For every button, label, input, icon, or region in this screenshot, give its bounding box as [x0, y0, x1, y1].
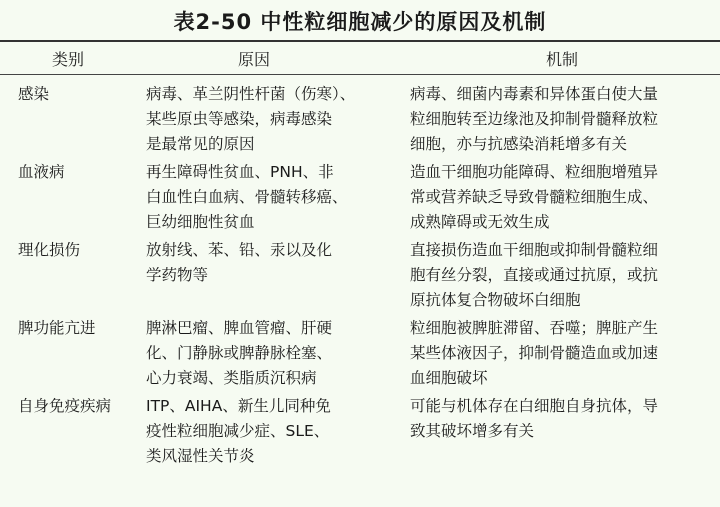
cell-cause: [146, 394, 396, 469]
cell-category: 感染: [18, 85, 50, 103]
table-row: [0, 160, 720, 235]
cell-cause: [146, 238, 396, 288]
mechanism-line: 粒细胞转至边缘池及抑制骨髓释放粒: [410, 110, 659, 128]
mechanism-line: 原抗体复合物破坏白细胞: [410, 291, 581, 309]
header-category: 类别: [52, 50, 85, 69]
table-row: [0, 82, 720, 157]
cause-line: 脾淋巴瘤、脾血管瘤、肝硬: [146, 319, 333, 337]
mechanism-line: 直接损伤造血干细胞或抑制骨髓粒细: [410, 241, 659, 259]
cell-cause: [146, 82, 396, 157]
mechanism-line: 某些体液因子，抑制骨髓造血或加速: [410, 344, 659, 362]
cause-line: 放射线、苯、铅、汞以及化: [146, 241, 333, 259]
cause-line: 某些原虫等感染，病毒感染: [146, 110, 333, 128]
header-rule: [0, 74, 720, 75]
cell-category: 血液病: [18, 163, 65, 181]
cause-line: 心力衰竭、类脂质沉积病: [146, 369, 317, 387]
cell-category: 脾功能亢进: [18, 319, 96, 337]
cause-line: 类风湿性关节炎: [146, 447, 255, 465]
cause-line: 再生障碍性贫血、PNH、非: [146, 163, 334, 181]
cause-line: ITP、AIHA、新生儿同种免: [146, 397, 331, 415]
mechanism-line: 血细胞破坏: [410, 369, 488, 387]
cause-line: 疫性粒细胞减少症、SLE、: [146, 422, 330, 440]
table-row: [0, 238, 720, 313]
cell-mechanism: [410, 394, 706, 444]
mechanism-line: 常或营养缺乏导致骨髓粒细胞生成、: [410, 188, 659, 206]
mechanism-line: 造血干细胞功能障碍、粒细胞增殖异: [410, 163, 659, 181]
mechanism-line: 病毒、细菌内毒素和异体蛋白使大量: [410, 85, 659, 103]
cell-cause: [146, 316, 396, 391]
cell-mechanism: [410, 316, 706, 391]
table-title: 表2-50 中性粒细胞减少的原因及机制: [173, 10, 547, 34]
mechanism-line: 成熟障碍或无效生成: [410, 213, 550, 231]
cell-category: 自身免疫疾病: [18, 397, 112, 415]
table-header: [0, 47, 720, 71]
cell-cause: [146, 160, 396, 235]
cause-line: 学药物等: [146, 266, 209, 284]
cell-mechanism: [410, 160, 706, 235]
header-cause: 原因: [238, 50, 271, 69]
header-mechanism: 机制: [546, 50, 579, 69]
mechanism-line: 致其破坏增多有关: [410, 422, 535, 440]
cell-category: 理化损伤: [18, 241, 81, 259]
cause-line: 巨幼细胞性贫血: [146, 213, 255, 231]
cause-line: 是最常见的原因: [146, 135, 255, 153]
mechanism-line: 粒细胞被脾脏滞留、吞噬；脾脏产生: [410, 319, 659, 337]
mechanism-line: 可能与机体存在白细胞自身抗体，导: [410, 397, 659, 415]
cause-line: 化、门静脉或脾静脉栓塞、: [146, 344, 333, 362]
mechanism-line: 细胞，亦与抗感染消耗增多有关: [410, 135, 628, 153]
cell-mechanism: [410, 82, 706, 157]
cause-line: 白血性白血病、骨髓转移癌、: [146, 188, 348, 206]
table-row: [0, 394, 720, 469]
cell-mechanism: [410, 238, 706, 313]
top-rule: [0, 40, 720, 42]
mechanism-line: 胞有丝分裂，直接或通过抗原，或抗: [410, 266, 659, 284]
cause-line: 病毒、革兰阴性杆菌（伤寒）、: [146, 85, 356, 103]
table-row: [0, 316, 720, 391]
